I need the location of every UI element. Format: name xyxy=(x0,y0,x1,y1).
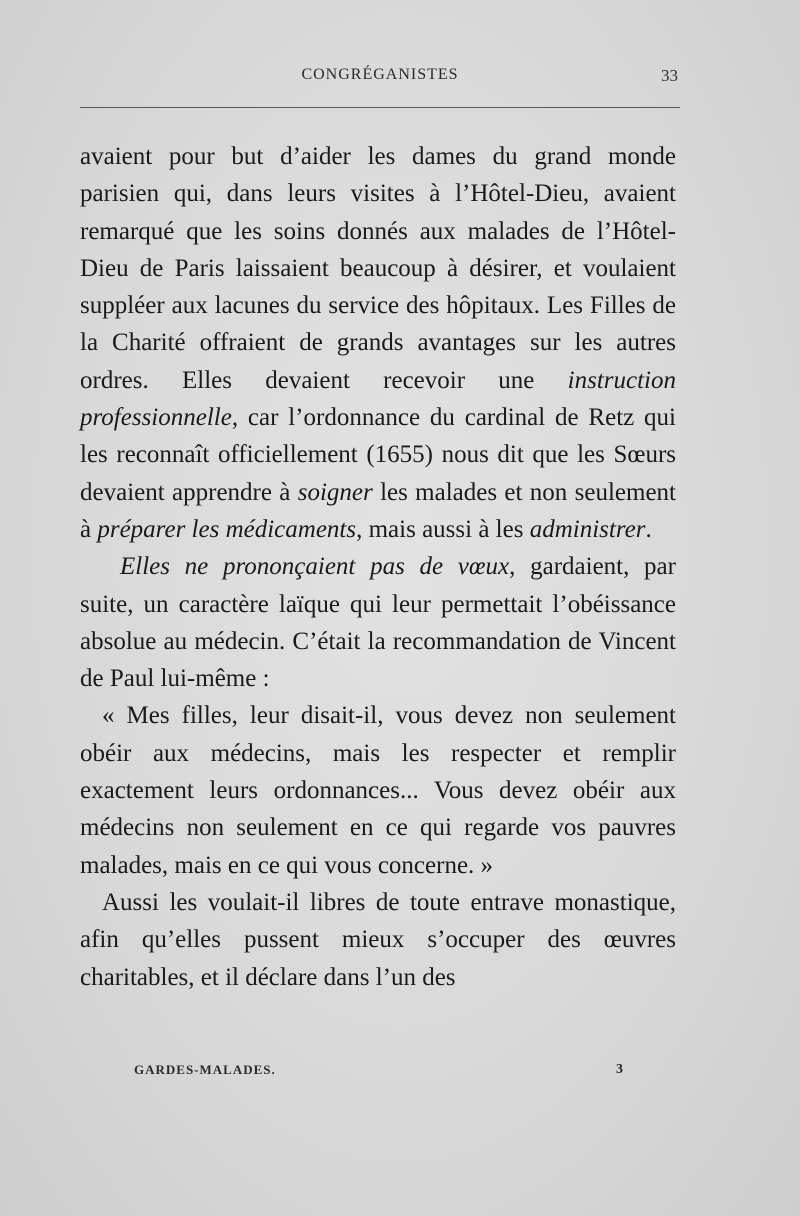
header-rule xyxy=(80,107,680,108)
body-text xyxy=(80,138,676,996)
text-span: , mais aussi à les xyxy=(356,515,530,543)
text-span: . xyxy=(645,515,652,543)
text-span: , car l’ordonnance du cardinal de Retz qui les reconnaît officiellement (1655) nous dit que les Sœurs devaient apprendre à xyxy=(80,404,676,506)
signature-number: 3 xyxy=(616,1062,624,1077)
page-number: 33 xyxy=(661,66,678,85)
running-head xyxy=(80,66,680,92)
italic-span: instruction professionnelle xyxy=(80,366,676,432)
running-title: CONGRÉGANISTES xyxy=(301,66,459,83)
footer xyxy=(134,1062,624,1084)
text-span: les malades et non seulement à xyxy=(80,478,677,543)
italic-span: Elles ne prononçaient pas de vœux xyxy=(120,553,510,581)
paragraph-2 xyxy=(80,548,676,697)
paragraph-4: Aussi les voulait-il libres de toute entrave monastique, afin qu’elles pussent mieux s’occuper des œuvres charitables, et il déclare dans l’un des xyxy=(80,888,676,991)
italic-span: soigner xyxy=(297,478,373,506)
italic-span: administrer xyxy=(529,515,646,543)
text-span: avaient pour but d’aider les dames du grand monde parisien qui, dans leurs visites à l’Hôtel-Dieu, avaient remarqué que les soins donnés aux malades de l’Hôtel-Dieu de Paris laissaient beaucoup à désirer, et voulaient suppléer aux lacunes du service des hôpitaux. Les Filles de la Charité offraient de grands avantages sur les autres ordres. Elles devaient recevoir une xyxy=(80,143,676,394)
text-span: , gardaient, par suite, un caractère laïque qui leur permettait l’obéissance absolue au médecin. C’était la recommandation de Vincent de Paul lui-même : xyxy=(80,553,676,693)
paragraph-3-quote: « Mes filles, leur disait-il, vous devez non seulement obéir aux médecins, mais les respecter et remplir exactement leurs ordonnances... Vous devez obéir aux médecins non seulement en ce qui regarde vos pauvres malades, mais en ce qui vous concerne. » xyxy=(80,702,676,879)
signature-mark: GARDES-MALADES. xyxy=(134,1062,276,1077)
paragraph-1 xyxy=(80,138,676,548)
italic-span: préparer les médicaments xyxy=(97,515,357,543)
